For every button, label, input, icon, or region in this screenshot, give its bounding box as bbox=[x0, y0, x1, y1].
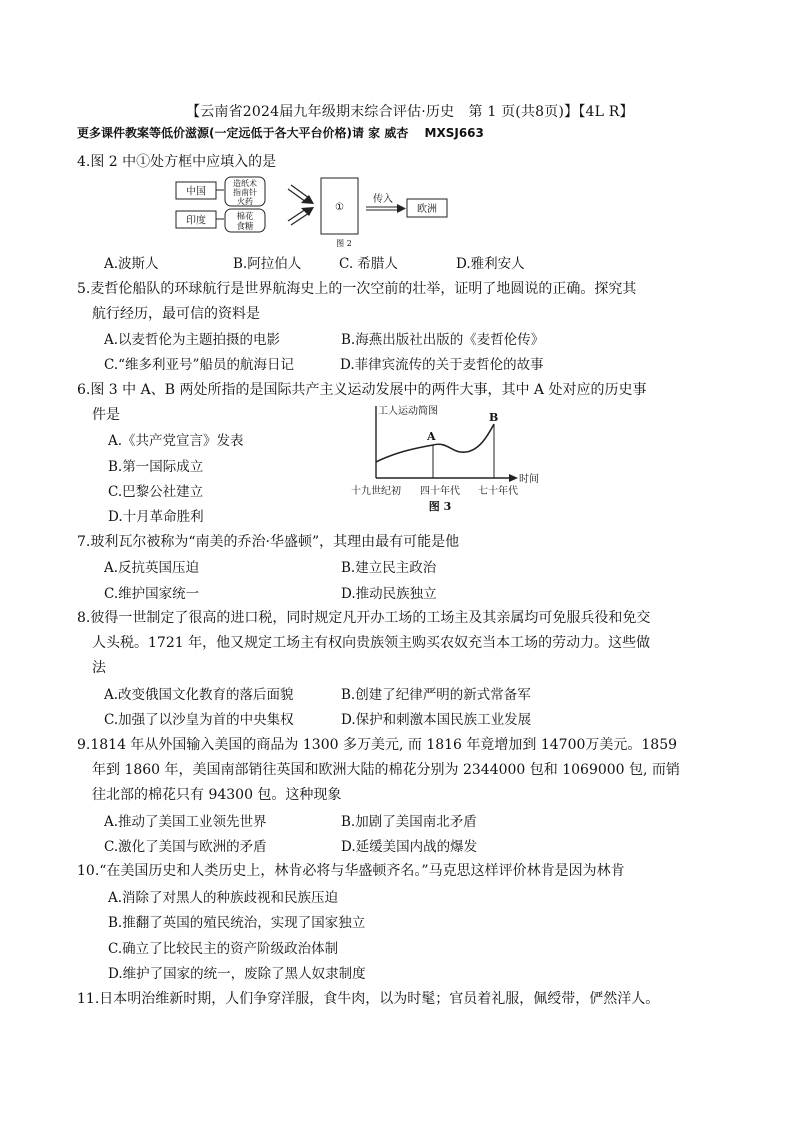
question-6-option-b: B.第一国际成立 bbox=[108, 459, 204, 475]
question-8-stem-line-2: 人头税。1721 年，他又规定工场主有权向贵族领主购买农奴充当本工场的劳动力。这些做 bbox=[92, 635, 651, 651]
question-4-option-a: A.波斯人 bbox=[104, 256, 159, 272]
question-4-option-c: C. 希腊人 bbox=[339, 256, 398, 272]
question-6-stem-line-2: 件是 bbox=[92, 407, 120, 423]
promo-code: MXSJ663 bbox=[424, 126, 484, 140]
question-7-stem: 7.玻利瓦尔被称为“南美的乔治·华盛顿”，其理由最有可能是他 bbox=[77, 534, 460, 550]
fig2-cotton: 棉花 bbox=[236, 212, 254, 222]
fig2-papermaking: 造纸术 bbox=[233, 179, 257, 188]
fig2-blank-1: ① bbox=[335, 202, 344, 213]
question-5-stem-line-1: 5.麦哲伦船队的环球航行是世界航海史上的一次空前的壮举，证明了地圆说的正确。探究其 bbox=[77, 281, 637, 297]
question-7-option-c: C.维护国家统一 bbox=[104, 586, 200, 602]
question-5-stem-line-2: 航行经历，最可信的资料是 bbox=[92, 306, 260, 322]
fig3-axis-label: 时间 bbox=[519, 474, 539, 485]
question-5-option-d: D.菲律宾流传的关于麦哲伦的故事 bbox=[340, 357, 544, 373]
question-7-option-a: A.反抗英国压迫 bbox=[104, 560, 200, 576]
question-9-option-d: D.延缓美国内战的爆发 bbox=[341, 839, 478, 855]
question-8-stem-line-3: 法 bbox=[92, 660, 106, 676]
question-10-stem: 10.“在美国历史和人类历史上，林肯必将与华盛顿齐名。”马克思这样评价林肯是因为林肯 bbox=[77, 863, 625, 879]
fig2-sugar: 食糖 bbox=[236, 222, 254, 232]
promo-line bbox=[77, 124, 484, 141]
question-9-option-c: C.激化了美国与欧洲的矛盾 bbox=[104, 839, 267, 855]
fig3-tick-1: 十九世纪初 bbox=[351, 486, 401, 497]
question-6-stem-line-1: 6.图 3 中 A、B 两处所指的是国际共产主义运动发展中的两件大事，其中 A 处对应的历史事 bbox=[77, 382, 647, 398]
fig2-arrow-label: 传入 bbox=[373, 194, 393, 205]
fig2-compass: 指南针 bbox=[233, 188, 257, 197]
fig3-caption: 图 3 bbox=[428, 500, 452, 513]
question-9-option-b: B.加剧了美国南北矛盾 bbox=[341, 814, 477, 830]
question-10-option-c: C.确立了比较民主的资产阶级政治体制 bbox=[108, 941, 339, 957]
fig3-tick-3: 七十年代 bbox=[478, 486, 518, 497]
fig3-point-a: A bbox=[427, 430, 436, 443]
question-4-option-b: B.阿拉伯人 bbox=[233, 256, 302, 272]
question-10-option-b: B.推翻了英国的殖民统治，实现了国家独立 bbox=[108, 915, 366, 931]
question-9-stem-line-2: 年到 1860 年，美国南部销往英国和欧洲大陆的棉花分别为 2344000 包和 1069000 包, 而销 bbox=[92, 762, 680, 778]
fig3-point-b: B bbox=[489, 411, 499, 424]
fig2-india: 印度 bbox=[186, 215, 206, 227]
question-5-option-a: A.以麦哲伦为主题拍摄的电影 bbox=[104, 332, 281, 348]
fig2-europe: 欧洲 bbox=[417, 204, 437, 215]
question-11-stem: 11.日本明治维新时期，人们争穿洋服，食牛肉，以为时髦；官员着礼服，佩绶带，俨然洋人。 bbox=[77, 991, 660, 1007]
question-8-option-a: A.改变俄国文化教育的落后面貌 bbox=[104, 687, 294, 703]
question-5-option-b: B.海燕出版社出版的《麦哲伦传》 bbox=[341, 332, 545, 348]
fig2-arrow-top bbox=[288, 185, 314, 204]
question-6-option-d: D.十月革命胜利 bbox=[108, 509, 204, 525]
fig2-caption: 图 2 bbox=[336, 239, 352, 248]
fig2-gunpowder: 火药 bbox=[237, 197, 253, 206]
figure-2 bbox=[170, 176, 460, 250]
fig2-china: 中国 bbox=[186, 186, 206, 198]
question-7-option-b: B.建立民主政治 bbox=[341, 560, 437, 576]
question-8-stem-line-1: 8.彼得一世制定了很高的进口税，同时规定凡开办工场的工场主及其亲属均可免服兵役和免交 bbox=[77, 610, 651, 626]
question-9-stem-line-1: 9.1814 年从外国输入美国的商品为 1300 多万美元, 而 1816 年竟增加到 14700万美元。1859 bbox=[77, 737, 678, 753]
fig2-arrow-bottom bbox=[288, 207, 314, 225]
question-4-option-d: D.雅利安人 bbox=[456, 256, 525, 272]
fig3-tick-2: 四十年代 bbox=[420, 486, 460, 497]
question-8-option-d: D.保护和刺激本国民族工业发展 bbox=[341, 712, 532, 728]
question-10-option-d: D.维护了国家的统一，废除了黑人奴隶制度 bbox=[108, 966, 366, 982]
fig3-title: 工人运动简图 bbox=[378, 406, 438, 417]
question-5-option-c: C.“维多利亚号”船员的航海日记 bbox=[104, 357, 294, 373]
question-6-option-a: A.《共产党宣言》发表 bbox=[108, 433, 244, 449]
question-9-option-a: A.推动了美国工业领先世界 bbox=[104, 814, 267, 830]
question-6-option-c: C.巴黎公社建立 bbox=[108, 484, 204, 500]
question-7-option-d: D.推动民族独立 bbox=[341, 586, 437, 602]
question-9-stem-line-3: 往北部的棉花只有 94300 包。这种现象 bbox=[92, 787, 342, 803]
question-4-stem: 4.图 2 中①处方框中应填入的是 bbox=[77, 154, 277, 170]
question-10-option-a: A.消除了对黑人的种族歧视和民族压迫 bbox=[108, 890, 339, 906]
page-header: 【云南省2024届九年级期末综合评估·历史 第 1 页(共8页)】【4L R】 bbox=[186, 104, 634, 120]
question-8-option-c: C.加强了以沙皇为首的中央集权 bbox=[104, 712, 294, 728]
question-8-option-b: B.创建了纪律严明的新式常备军 bbox=[341, 687, 531, 703]
promo-text: 更多课件教案等低价滋源(一定远低于各大平台价格)请 家 威杏 bbox=[77, 126, 409, 140]
figure-3 bbox=[348, 400, 548, 515]
